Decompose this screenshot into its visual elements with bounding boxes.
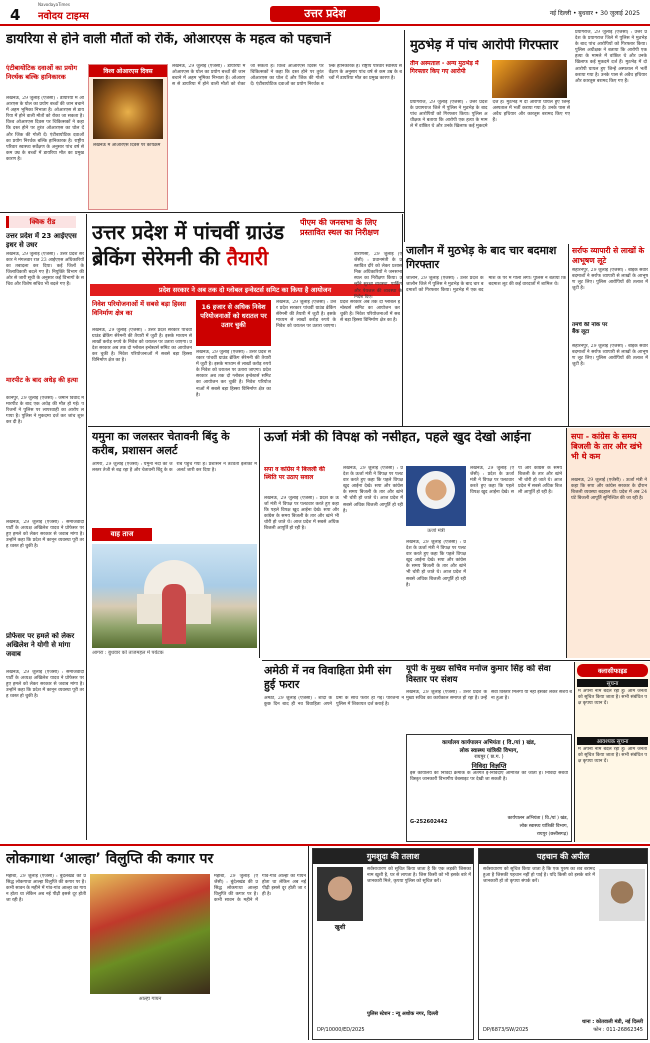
energy-body-3: लखनऊ, 29 जुलाई (एजेंसी) : प्रदेश के ऊर्जा मंत्री ने विपक्ष पर पलटवार करते हुए कहा कि पहले विपक्ष खुद आईना देखे। सपा और कांग्रेस के समय बिजली के तार और खंभे भी चोरी हो जाते थे। आज प्रदेश में सबसे अधिक बिजली आपूर्ति हो रही है।	[406, 540, 466, 588]
energy-subhead: सपा व कांग्रेस ने बिजली की स्थिति पर उठाए सवाल	[264, 466, 325, 481]
taj-photo	[92, 544, 257, 648]
taj-caption: आगरा : बुधवार को ताजमहल में पर्यटक	[92, 650, 164, 656]
missing-headline: गुमशुदा की तलाश	[313, 849, 473, 864]
left-headline-3: प्रोफेसर पर हमले को लेकर अखिलेश ने योगी से मांगा जवाब	[6, 632, 75, 658]
classified-body-1: मैं अपना नाम बदल रहा हूं। आम जनता को सूचित किया जाता है। सभी संबंधित पक्ष कृपया ध्यान दें।	[578, 689, 647, 707]
secretary-body: लखनऊ, 29 जुलाई (एजेंसी) : उत्तर प्रदेश के मुख्य सचिव का कार्यकाल समाप्त हो रहा है। उन्हें सेवा विस्तार मिलेगा या नहीं इसको लेकर संशय बना हुआ है।	[406, 690, 572, 702]
tender-line3: रायपुर ( छ.ग. )	[474, 754, 504, 760]
classified-head2: आवश्यक सूचना	[577, 737, 648, 745]
missing-photo	[317, 867, 363, 921]
identify-body: सर्वसाधारण को सूचित किया जाता है कि एक पुरुष का शव बरामद हुआ है जिसकी पहचान नहीं हो पाई है। यदि किसी को इसके बारे में जानकारी हो तो कृपया संपर्क करें।	[483, 867, 595, 885]
newspaper-logo: नवोदय टाइम्स	[38, 11, 89, 22]
tender-line1: कार्यालय कार्यपालन अभियंता ( वि./यां ) खंड,	[442, 740, 536, 746]
classified-tag: क्लासीफाइड	[577, 664, 648, 677]
alha-body-2: महोबा, 29 जुलाई (एजेंसी) : बुंदेलखंड की प्रसिद्ध लोकगाथा आल्हा विलुप्ति की कगार पर है। कभी सावन के महीने में गांव-गांव आल्हा का गायन होता था लेकिन अब नई पीढ़ी इससे दूर होती जा रही है।	[214, 874, 306, 904]
energy-body-1: लखनऊ, 29 जुलाई (एजेंसी) : प्रदेश के ऊर्जा मंत्री ने विपक्ष पर पलटवार करते हुए कहा कि पहले विपक्ष खुद आईना देखे। सपा और कांग्रेस के समय बिजली के तार और खंभे भी चोरी हो जाते थे। आज प्रदेश में सबसे अधिक बिजली आपूर्ति हो रही है।	[264, 496, 339, 532]
section-title: उत्तर प्रदेश	[270, 6, 380, 22]
sapa-box	[566, 428, 650, 658]
logo-small: NavodayaTimes	[38, 2, 70, 7]
gbc-headline-line1: उत्तर प्रदेश में पांचवीं ग्राउंड	[92, 220, 285, 244]
gbc-subhead: निवेश परियोजनाओं में सबसे बड़ा हिस्सा विनिर्माण क्षेत्र का	[92, 300, 186, 317]
gbc-quote-box: 16 हजार से अधिक निवेश परियोजनाओं को धरातल पर उतार चुकी	[196, 300, 271, 346]
energy-body-2: लखनऊ, 29 जुलाई (एजेंसी) : प्रदेश के ऊर्जा मंत्री ने विपक्ष पर पलटवार करते हुए कहा कि पहले विपक्ष खुद आईना देखे। सपा और कांग्रेस के समय बिजली के तार और खंभे भी चोरी हो जाते थे। आज प्रदेश में सबसे अधिक बिजली आपूर्ति हो रही है।	[343, 466, 403, 514]
missing-box	[312, 848, 474, 1040]
minister-caption: ऊर्जा मंत्री	[427, 528, 445, 534]
identify-footer: थाना : कोतवाली मंडी, नई दिल्ली	[582, 1019, 643, 1025]
tender-body: इस कार्यालय की निविदा क्रमांक के अंतर्गत ई-निविदाएं आमंत्रित की जाती हैं। निविदा संबंधी विस्तृत जानकारी विभागीय वेबसाइट पर देखी जा सकती है।	[410, 771, 568, 783]
gbc-strap: प्रदेश सरकार ने अब तक दो ग्लोबल इन्वेस्टर्स समिट का किया है आयोजन	[90, 284, 400, 296]
left-body-2: कानपुर, 29 जुलाई (एजेंसी) : जमीन विवाद में मारपीट के बाद एक अधेड़ की मौत हो गई। परिजनों ने पुलिस पर लापरवाही का आरोप लगाया है। पुलिस ने मुकदमा दर्ज कर जांच शुरू कर दी है।	[6, 396, 84, 426]
gbc-headline-line2	[92, 246, 352, 270]
lead-headline: डायरिया से होने वाली मौतों को रोकें, ओआरएस के महत्व को पहचानें	[6, 32, 331, 47]
sapa-body: लखनऊ, 29 जुलाई (एजेंसी) : ऊर्जा मंत्री ने कहा कि सपा और कांग्रेस सरकार के दौरान बिजली व्यवस्था बदहाल थी। प्रदेश में अब 24 घंटे बिजली आपूर्ति सुनिश्चित की जा रही है।	[571, 478, 647, 502]
page-number: 4	[10, 6, 21, 24]
gbc-body-1: लखनऊ, 29 जुलाई (एजेंसी) : उत्तर प्रदेश सरकार पांचवीं ग्राउंड ब्रेकिंग सेरेमनी की तैयारी में जुटी है। इसके माध्यम से लाखों करोड़ रुपये के निवेश को धरातल पर उतारा जाएगा। प्रदेश सरकार अब तक दो ग्लोबल इन्वेस्टर्स समिट का आयोजन कर चुकी है। निवेश परियोजनाओं में सबसे बड़ा हिस्सा विनिर्माण क्षेत्र का है।	[92, 328, 192, 364]
encounter-subhead: तीन अस्पताल - अन्य मुठभेड़ में गिरफ्तार किए गए आरोपी	[410, 60, 479, 75]
tender-sign3: रायपुर (छत्तीसगढ़)	[536, 832, 568, 837]
classified-body-2: मैं अपना नाम बदल रहा हूं। आम जनता को सूचित किया जाता है। सभी संबंधित पक्ष कृपया ध्यान दें।	[578, 747, 647, 765]
yamuna-headline: यमुना का जलस्तर चेतावनी बिंदु के करीब, प्रशासन अलर्ट	[92, 430, 230, 457]
robbery-body-2: सहारनपुर, 29 जुलाई (एजेंसी) : बाइक सवार बदमाशों ने सर्राफ व्यापारी से लाखों के आभूषण लूट लिए। पुलिस आरोपियों की तलाश में जुटी है।	[572, 344, 648, 368]
tender-title: निविदा विज्ञप्ति	[471, 762, 507, 770]
dateline: नई दिल्ली • बुधवार • 30 जुलाई 2025	[549, 10, 640, 17]
energy-body-4: लखनऊ, 29 जुलाई (एजेंसी) : प्रदेश के ऊर्जा मंत्री ने विपक्ष पर पलटवार करते हुए कहा कि पहले विपक्ष खुद आईना देखे। सपा और कांग्रेस के समय बिजली के तार और खंभे भी चोरी हो जाते थे। आज प्रदेश में सबसे अधिक बिजली आपूर्ति हो रही है।	[470, 466, 562, 496]
lead-subhead: एंटीबायोटिक दवाओं का प्रयोग निरर्थक बल्कि हानिकारक	[6, 64, 78, 81]
tender-sign1: कार्यपालन अभियंता ( वि./यां ) खंड,	[507, 816, 568, 821]
lead-body-2: लखनऊ, 29 जुलाई (एजेंसी) : डायरिया में ओआरएस के घोल का प्रयोग बच्चों की जान बचाने में अहम भूमिका निभाता है। ओआरएस से डायरिया में होने वाली मौतों को रोका जा सकता है। विश्व ओआरएस दिवस पर चिकित्सकों ने कहा कि दस्त होने पर तुरंत ओआरएस का घोल दें और जिंक की गोली दें। एंटीबायोटिक दवाओं का प्रयोग निरर्थक बल्कि हानिकारक है। राष्ट्रीय परिवार स्वास्थ्य सर्वेक्षण के अनुसार पांच वर्ष से कम उम्र के बच्चों में डायरिया मौत का प्रमुख कारण है।	[172, 64, 402, 88]
amethi-headline: अमेठी में नव विवाहिता प्रेमी संग हुई फरार	[264, 664, 392, 691]
left-body-3: लखनऊ, 29 जुलाई (एजेंसी) : समाजवादी पार्टी के अध्यक्ष अखिलेश यादव ने प्रोफेसर पर हुए हमले को लेकर सरकार से जवाब मांगा है। उन्होंने कहा कि प्रदेश में कानून व्यवस्था पूरी तरह ध्वस्त हो चुकी है।	[6, 670, 84, 700]
minister-photo	[406, 466, 466, 526]
masthead	[0, 0, 650, 26]
encounter-headline: मुठभेड़ में पांच आरोपी गिरफ्तार	[410, 38, 559, 53]
encounter-photo	[492, 60, 567, 98]
identify-box	[478, 848, 648, 1040]
sapa-headline: सपा - कांग्रेस के समय बिजली के तार और खंभे भी थे कम	[571, 432, 642, 461]
encounter-body: प्रयागराज, 29 जुलाई (एजेंसी) : उत्तर प्रदेश के प्रयागराज जिले में पुलिस ने मुठभेड़ के बाद पांच आरोपियों को गिरफ्तार किया। पुलिस अधीक्षक ने बताया कि आरोपी एक हत्या के मामले में वांछित थे और उनके खिलाफ कई मुकदमे दर्ज हैं। मुठभेड़ में दो आरोपी घायल हुए जिन्हें अस्पताल में भर्ती कराया गया है। उनके पास से अवैध हथियार और कारतूस बरामद किए गए हैं।	[410, 100, 570, 130]
classified-head1: सूचना	[577, 679, 648, 687]
jalaun-headline: जालौन में मुठभेड़ के बाद चार बदमाश गिरफ्तार	[406, 244, 557, 271]
yamuna-body: आगरा, 29 जुलाई (एजेंसी) : यमुना नदी का जलस्तर तेजी से बढ़ रहा है और चेतावनी बिंदु के करीब पहुंच गया है। प्रशासन ने तटवर्ती इलाकों में अलर्ट जारी कर दिया है।	[92, 462, 257, 474]
pm-headline: पीएम की जनसभा के लिए प्रस्तावित स्थल का निरीक्षण	[300, 218, 379, 237]
alha-headline: लोकगाथा ‘आल्हा’ विलुप्ति की कगार पर	[6, 851, 214, 867]
identify-ref: DP/6873/SW/2025	[483, 1027, 529, 1033]
classified-box	[574, 662, 650, 842]
ors-photo-caption: लखनऊ में ओआरएस दिवस पर कार्यक्रम	[93, 143, 161, 148]
identify-photo	[599, 869, 645, 921]
alha-body-1: महोबा, 29 जुलाई (एजेंसी) : बुंदेलखंड की प्रसिद्ध लोकगाथा आल्हा विलुप्ति की कगार पर है। कभी सावन के महीने में गांव-गांव आल्हा का गायन होता था लेकिन अब नई पीढ़ी इससे दूर होती जा रही है।	[6, 874, 86, 904]
alha-photo	[90, 874, 210, 994]
gbc-body-2: लखनऊ, 29 जुलाई (एजेंसी) : उत्तर प्रदेश सरकार पांचवीं ग्राउंड ब्रेकिंग सेरेमनी की तैयारी में जुटी है। इसके माध्यम से लाखों करोड़ रुपये के निवेश को धरातल पर उतारा जाएगा। प्रदेश सरकार अब तक दो ग्लोबल इन्वेस्टर्स समिट का आयोजन कर चुकी है। निवेश परियोजनाओं में सबसे बड़ा हिस्सा विनिर्माण क्षेत्र का है।	[196, 350, 271, 398]
left-headline-1: उत्तर प्रदेश में 23 आईएएस इधर से उधर	[6, 232, 77, 249]
left-body-1: लखनऊ, 29 जुलाई (एजेंसी) : उत्तर प्रदेश सरकार ने मंगलवार रात 23 आईएएस अधिकारियों का तबादला कर दिया। कई जिलों के जिलाधिकारी बदले गए हैं। नियुक्ति विभाग की ओर से जारी सूची के अनुसार कई विभागों के सचिव और विशेष सचिव भी बदले गए हैं।	[6, 252, 84, 288]
amethi-body: अमेठी, 29 जुलाई (एजेंसी) : शादी के कुछ दिन बाद ही नव विवाहिता अपने प्रेमी के साथ फरार हो गई। परिजनों ने पुलिस में शिकायत दर्ज कराई है।	[264, 696, 404, 708]
missing-footer: पुलिस स्टेशन : न्यू अशोक नगर, दिल्ली	[367, 1011, 439, 1017]
left-body-2b: लखनऊ, 29 जुलाई (एजेंसी) : समाजवादी पार्टी के अध्यक्ष अखिलेश यादव ने प्रोफेसर पर हुए हमले को लेकर सरकार से जवाब मांगा है। उन्होंने कहा कि प्रदेश में कानून व्यवस्था पूरी तरह ध्वस्त हो चुकी है।	[6, 520, 84, 550]
gbc-body-3: लखनऊ, 29 जुलाई (एजेंसी) : उत्तर प्रदेश सरकार पांचवीं ग्राउंड ब्रेकिंग सेरेमनी की तैयारी में जुटी है। इसके माध्यम से लाखों करोड़ रुपये के निवेश को धरातल पर उतारा जाएगा। प्रदेश सरकार अब तक दो ग्लोबल इन्वेस्टर्स समिट का आयोजन कर चुकी है। निवेश परियोजनाओं में सबसे बड़ा हिस्सा विनिर्माण क्षेत्र का है।	[276, 300, 400, 330]
identify-headline: पहचान की अपील	[479, 849, 647, 864]
secretary-headline: यूपी के मुख्य सचिव मनोज कुमार सिंह को सेवा विस्तार पर संशय	[406, 664, 551, 685]
energy-headline: ऊर्जा मंत्री की विपक्ष को नसीहत, पहले खुद देखो आईना	[264, 430, 531, 445]
gbc-headline-highlight: तैयारी	[226, 246, 269, 270]
quick-read-tag: क्विक रीड	[6, 216, 76, 228]
encounter-body-2: प्रयागराज, 29 जुलाई (एजेंसी) : उत्तर प्रदेश के प्रयागराज जिले में पुलिस ने मुठभेड़ के बाद पांच आरोपियों को गिरफ्तार किया। पुलिस अधीक्षक ने बताया कि आरोपी एक हत्या के मामले में वांछित थे और उनके खिलाफ कई मुकदमे दर्ज हैं। मुठभेड़ में दो आरोपी घायल हुए जिन्हें अस्पताल में भर्ती कराया गया है। उनके पास से अवैध हथियार और कारतूस बरामद किए गए हैं।	[575, 30, 647, 84]
lead-body-1: लखनऊ, 29 जुलाई (एजेंसी) : डायरिया में ओआरएस के घोल का प्रयोग बच्चों की जान बचाने में अहम भूमिका निभाता है। ओआरएस से डायरिया में होने वाली मौतों को रोका जा सकता है। विश्व ओआरएस दिवस पर चिकित्सकों ने कहा कि दस्त होने पर तुरंत ओआरएस का घोल दें और जिंक की गोली दें। एंटीबायोटिक दवाओं का प्रयोग निरर्थक बल्कि हानिकारक है। राष्ट्रीय परिवार स्वास्थ्य सर्वेक्षण के अनुसार पांच वर्ष से कम उम्र के बच्चों में डायरिया मौत का प्रमुख कारण है।	[6, 96, 84, 162]
missing-ref: DP/10000/ED/2025	[317, 1027, 365, 1033]
tender-ref: G-252602442	[410, 819, 448, 825]
jalaun-body: जालौन, 29 जुलाई (एजेंसी) : उत्तर प्रदेश के जालौन जिले में पुलिस ने मुठभेड़ के बाद चार बदमाशों को गिरफ्तार किया। मुठभेड़ में एक बदमाश के पैर में गोली लगी। पुलिस ने बताया कि बदमाश लूट की कई वारदातों में शामिल थे।	[406, 276, 566, 294]
alha-caption: आल्हा गायन	[138, 996, 162, 1002]
missing-body: सर्वसाधारण को सूचित किया जाता है कि एक लड़की जिसका नाम खुशी है, घर से लापता है। जिस किसी को भी इसके बारे में जानकारी मिले, कृपया पुलिस को सूचित करें।	[367, 867, 471, 885]
gbc-headline-part2: ब्रेकिंग सेरेमनी की	[92, 246, 220, 270]
robbery-headline: सर्राफ व्यापारी से लाखों के आभूषण लूटे	[572, 246, 645, 265]
ors-box	[88, 64, 168, 210]
robbery-body: सहारनपुर, 29 जुलाई (एजेंसी) : बाइक सवार बदमाशों ने सर्राफ व्यापारी से लाखों के आभूषण लूट लिए। पुलिस आरोपियों की तलाश में जुटी है।	[572, 268, 648, 292]
robbery-subhead: तमंचे की नोक पर बैंक लूटा	[572, 322, 608, 335]
identify-phone: फोन : 011-26862345	[593, 1027, 643, 1033]
ors-photo	[93, 79, 163, 139]
tender-line2: लोक स्वास्थ्य यांत्रिकी विभाग,	[459, 748, 519, 754]
tender-sign2: लोक स्वास्थ्य यांत्रिकी विभाग,	[519, 824, 568, 829]
taj-tag: वाह ताज	[92, 528, 152, 541]
tender-box	[406, 734, 572, 842]
ors-box-title: विश्व ओआरएस दिवस	[89, 65, 167, 77]
pm-body: वाराणसी, 29 जुलाई (एजेंसी) : प्रधानमंत्री के प्रस्तावित दौरे को लेकर प्रशासनिक अधिकारियों ने जनसभा स्थल का निरीक्षण किया। उन्होंने सुरक्षा व्यवस्था, पार्किंग और पेयजल की व्यवस्था के निर्देश दिए।	[354, 252, 402, 300]
left-headline-2: मारपीट के बाद अधेड़ की हत्या	[6, 376, 78, 384]
missing-name: खुशी	[334, 924, 346, 931]
